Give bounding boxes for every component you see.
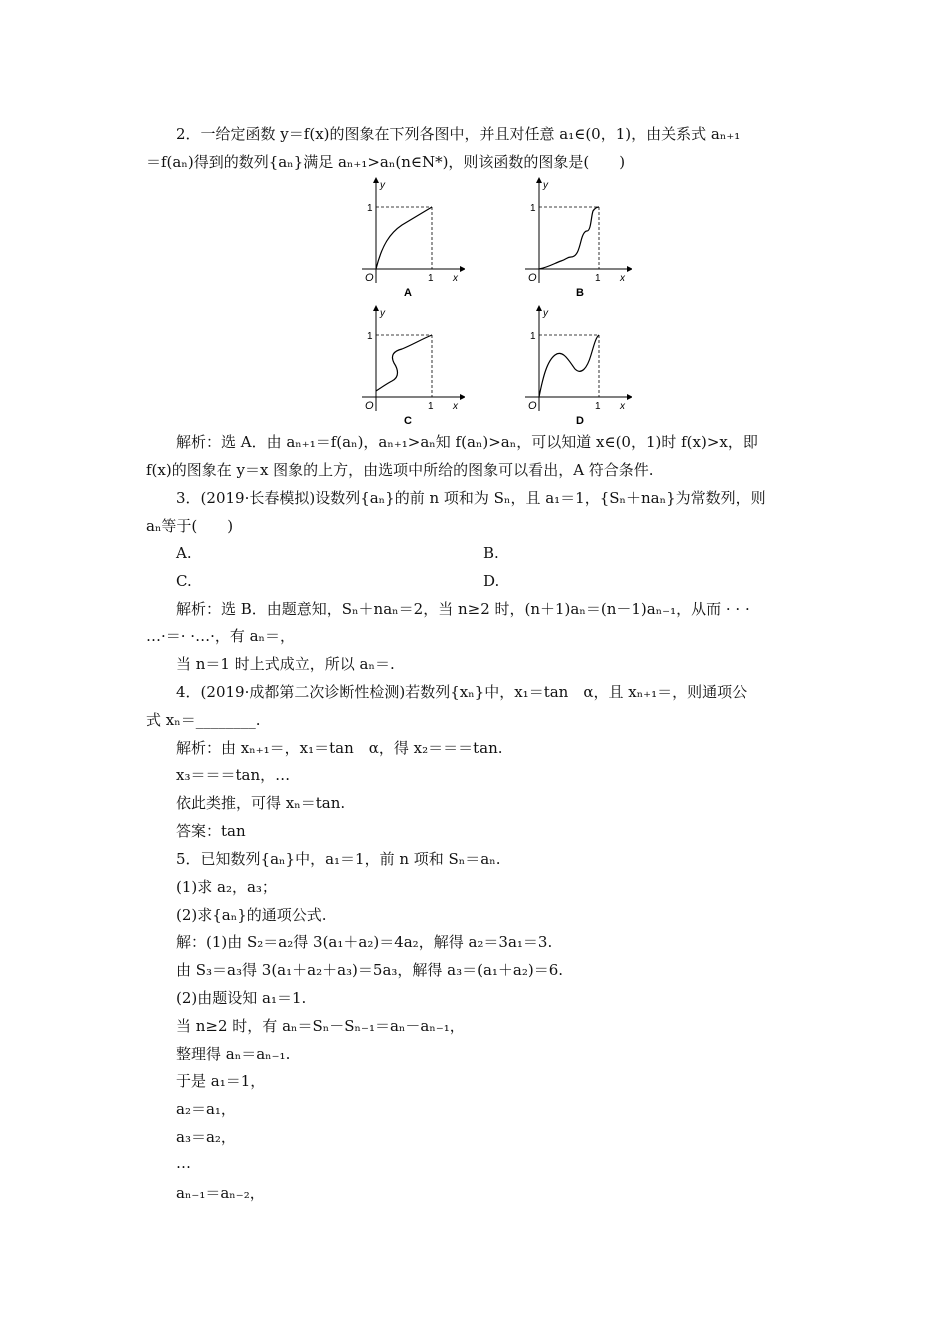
graph-d-xlabel: x xyxy=(620,401,625,412)
graph-c-origin: O xyxy=(365,400,374,412)
q4-line2: 式 xₙ＝________. xyxy=(146,711,261,729)
graph-a-one-y: 1 xyxy=(367,203,373,214)
graph-c-curve xyxy=(376,335,432,391)
q5-solution-3: (2)由题设知 a₁＝1. xyxy=(176,989,307,1007)
graph-a-xlabel: x xyxy=(453,273,458,284)
q5-solution-7: a₂＝a₁， xyxy=(176,1100,236,1118)
graph-d xyxy=(517,303,632,433)
graph-c xyxy=(350,303,465,433)
graph-b-origin: O xyxy=(528,272,537,284)
q3-solution-line3: 当 n＝1 时上式成立，所以 aₙ＝. xyxy=(176,655,395,673)
q4-solution-line2: x₃＝＝＝tan，… xyxy=(176,766,291,784)
q5-solution-5: 整理得 aₙ＝aₙ₋₁. xyxy=(176,1045,291,1063)
q3-option-b: B. xyxy=(483,544,499,562)
graph-b-ylabel: y xyxy=(543,180,548,191)
q5-solution-9: … xyxy=(176,1154,191,1172)
q3-option-d: D. xyxy=(483,572,500,590)
graph-a-curve xyxy=(376,207,432,269)
graph-b-xlabel: x xyxy=(620,273,625,284)
q5-solution-8: a₃＝a₂， xyxy=(176,1128,236,1146)
q3-line1: 3．(2019·长春模拟)设数列{aₙ}的前 n 项和为 Sₙ，且 a₁＝1，{Sₙ＋naₙ}为常数列，则 xyxy=(176,489,766,507)
q5-solution-4: 当 n≥2 时，有 aₙ＝Sₙ－Sₙ₋₁＝aₙ－aₙ₋₁， xyxy=(176,1017,465,1035)
graph-b-curve xyxy=(539,207,599,269)
graph-d-origin: O xyxy=(528,400,537,412)
graph-a-ylabel: y xyxy=(380,180,385,191)
q2-line2: ＝f(aₙ)得到的数列{aₙ}满足 aₙ₊₁>aₙ(n∈N*)，则该函数的图象是( ) xyxy=(146,153,626,171)
graph-c-label: C xyxy=(404,415,412,427)
graph-d-label: D xyxy=(576,415,584,427)
q2-solution-line2: f(x)的图象在 y＝x 图象的上方，由选项中所给的图象可以看出，A 符合条件. xyxy=(146,461,654,479)
q2-line1: 2．一给定函数 y＝f(x)的图象在下列各图中，并且对任意 a₁∈(0，1)，由关系式 aₙ₊₁ xyxy=(176,125,741,143)
q4-answer: 答案：tan xyxy=(176,822,246,840)
q2-solution-line1: 解析：选 A．由 aₙ₊₁＝f(aₙ)，aₙ₊₁>aₙ知 f(aₙ)>aₙ，可以知道 x∈(0，1)时 f(x)>x，即 xyxy=(176,433,758,451)
graph-a xyxy=(350,175,465,305)
graph-b-label: B xyxy=(576,287,584,299)
q5-solution-6: 于是 a₁＝1， xyxy=(176,1072,266,1090)
q4-line1: 4．(2019·成都第二次诊断性检测)若数列{xₙ}中，x₁＝tan α，且 xₙ₊₁＝，则通项公 xyxy=(176,683,748,701)
q5-part2: (2)求{aₙ}的通项公式. xyxy=(176,906,327,924)
q4-solution-line3: 依此类推，可得 xₙ＝tan. xyxy=(176,794,346,812)
q4-solution-line1: 解析：由 xₙ₊₁＝，x₁＝tan α，得 x₂＝＝＝tan. xyxy=(176,739,503,757)
q5-line1: 5．已知数列{aₙ}中，a₁＝1，前 n 项和 Sₙ＝aₙ. xyxy=(176,850,501,868)
q3-option-a: A. xyxy=(176,544,192,562)
graph-a-one-x: 1 xyxy=(428,273,434,284)
q5-solution-10: aₙ₋₁＝aₙ₋₂， xyxy=(176,1184,265,1202)
q5-solution-1: 解：(1)由 S₂＝a₂得 3(a₁＋a₂)＝4a₂，解得 a₂＝3a₁＝3. xyxy=(176,933,553,951)
q5-part1: (1)求 a₂，a₃； xyxy=(176,878,277,896)
q3-solution-line1: 解析：选 B．由题意知，Sₙ＋naₙ＝2，当 n≥2 时，(n＋1)aₙ＝(n－1)aₙ₋₁，从而 · · · xyxy=(176,600,750,618)
graph-d-curve xyxy=(539,335,599,397)
graph-c-one-y: 1 xyxy=(367,331,373,342)
graph-a-label: A xyxy=(404,287,412,299)
graph-a-origin: O xyxy=(365,272,374,284)
graph-d-one-y: 1 xyxy=(530,331,536,342)
graph-c-xlabel: x xyxy=(453,401,458,412)
graph-b-one-y: 1 xyxy=(530,203,536,214)
graph-b-one-x: 1 xyxy=(595,273,601,284)
graph-d-ylabel: y xyxy=(543,308,548,319)
q3-solution-line2: …·＝· ·…·，有 aₙ＝， xyxy=(146,627,296,645)
graph-b xyxy=(517,175,632,305)
q5-solution-2: 由 S₃＝a₃得 3(a₁＋a₂＋a₃)＝5a₃，解得 a₃＝(a₁＋a₂)＝6. xyxy=(176,961,564,979)
q3-option-c: C. xyxy=(176,572,192,590)
q3-line2: aₙ等于( ) xyxy=(146,517,234,535)
graph-d-one-x: 1 xyxy=(595,401,601,412)
graph-c-one-x: 1 xyxy=(428,401,434,412)
graph-c-ylabel: y xyxy=(380,308,385,319)
